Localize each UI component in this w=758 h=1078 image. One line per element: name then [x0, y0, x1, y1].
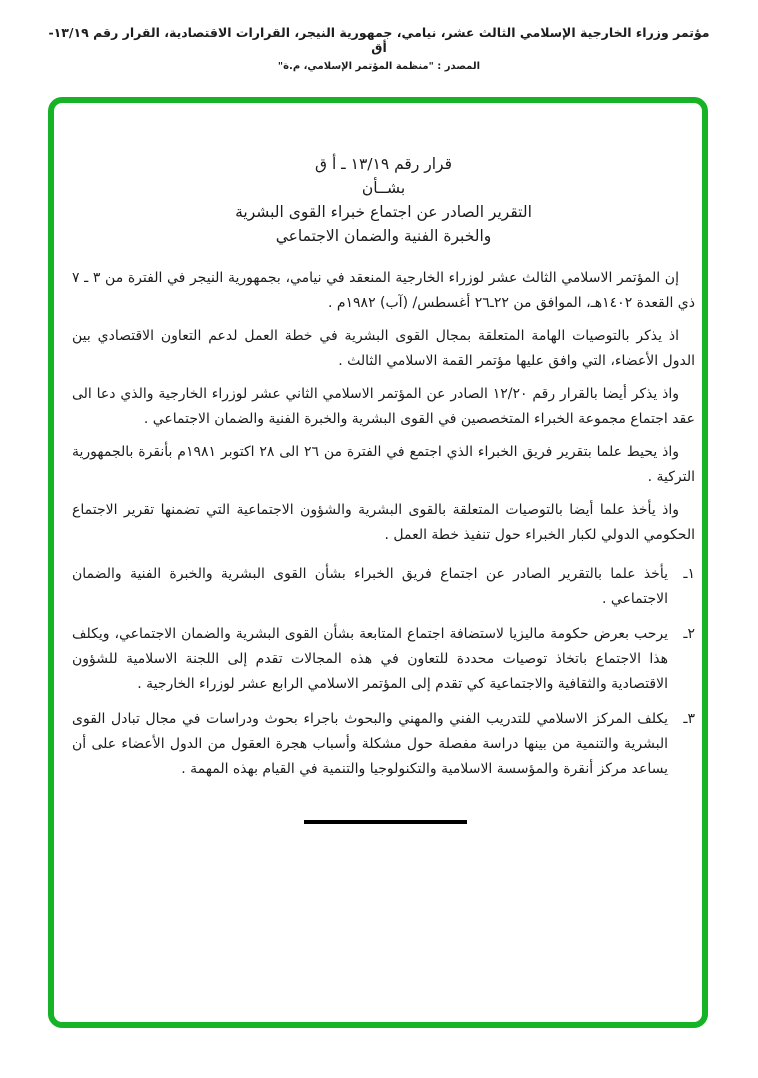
resolution-regarding-label: بشــأن — [361, 179, 406, 197]
header-source: المصدر : "منظمة المؤتمر الإسلامي، م.ة" — [277, 61, 481, 72]
preamble-paragraph: إن المؤتمر الاسلامي الثالث عشر لوزراء الخارجية المنعقد في نيامي، بجمهورية النيجر في الفترة من ٣ ـ ٧ ذي القعدة ١٤٠٢هـ، الموافق من ٢٢ـ٢٦ أغسطس/ (آب) ١٩٨٢م . — [72, 270, 695, 311]
resolution-subject-line2: والخبرة الفنية والضمان الاجتماعي — [275, 227, 492, 245]
operative-item — [72, 622, 695, 697]
resolution-number-title: قرار رقم ١٣/١٩ ـ أ ق — [314, 155, 452, 173]
header-citation: مؤتمر وزراء الخارجية الإسلامي الثالث عشر، نيامي، جمهورية النيجر، القرارات الاقتصادية، القرار رقم ١٣/١٩- أق — [48, 25, 710, 55]
operative-item — [72, 707, 695, 782]
document-header — [40, 25, 718, 72]
resolution-title-block — [72, 152, 695, 248]
footer-rule — [304, 820, 467, 824]
preamble-paragraph: واذ يحيط علما بتقرير فريق الخبراء الذي اجتمع في الفترة من ٢٦ الى ٢٨ اكتوبر ١٩٨١م بأنقرة بالجمهورية التركية . — [72, 444, 695, 485]
item-text: يأخذ علما بالتقرير الصادر عن اجتماع فريق الخبراء بشأن القوى البشرية والخبرة الفنية والضمان الاجتماعي . — [72, 566, 668, 607]
preamble-paragraph: واذ يأخذ علما أيضا بالتوصيات المتعلقة بالقوى البشرية والشؤون الاجتماعية التي تضمنها تقرير الاجتماع الحكومي الدولي لكبار الخبراء حول تنفيذ خطة العمل . — [72, 502, 695, 543]
resolution-body — [72, 152, 695, 792]
resolution-subject-line1: التقرير الصادر عن اجتماع خبراء القوى البشرية — [235, 203, 532, 221]
item-number: ٢ـ — [683, 626, 695, 642]
preamble-paragraph: واذ يذكر أيضا بالقرار رقم ١٢/٢٠ الصادر عن المؤتمر الاسلامي الثاني عشر لوزراء الخارجية والذي دعا الى عقد اجتماع مجموعة الخبراء المتخصصين في القوى البشرية والخبرة الفنية والضمان الاجتماعي . — [72, 386, 695, 427]
item-text: يرحب بعرض حكومة ماليزيا لاستضافة اجتماع المتابعة بشأن القوى البشرية والضمان الاجتماعي، ويكلف هذا الاجتماع باتخاذ توصيات محددة للتعاون في هذه المجالات تقدم إلى اللجنة الاسلامية للشؤون الاقتصادية والثقافية والاجتماعية كي تقدم إلى المؤتمر الاسلامي الرابع عشر لوزراء الخارجية . — [72, 626, 668, 692]
item-text: يكلف المركز الاسلامي للتدريب الفني والمهني والبحوث باجراء بحوث ودراسات في مجال تبادل القوى البشرية والتنمية من بينها دراسة مفصلة حول مشكلة وأسباب هجرة العقول من الدول الأعضاء على أن يساعد مركز أنقرة والمؤسسة الاسلامية والتكنولوجيا والتنمية في القيام بهذه المهمة . — [72, 711, 668, 777]
resolution-paragraphs — [72, 266, 695, 782]
item-number: ١ـ — [683, 566, 695, 582]
operative-item — [72, 562, 695, 612]
item-number: ٣ـ — [683, 711, 695, 727]
preamble-paragraph: اذ يذكر بالتوصيات الهامة المتعلقة بمجال القوى البشرية في خطة العمل لدعم التعاون الاقتصادي بين الدول الأعضاء، التي وافق عليها مؤتمر القمة الاسلامي الثالث . — [72, 328, 695, 369]
